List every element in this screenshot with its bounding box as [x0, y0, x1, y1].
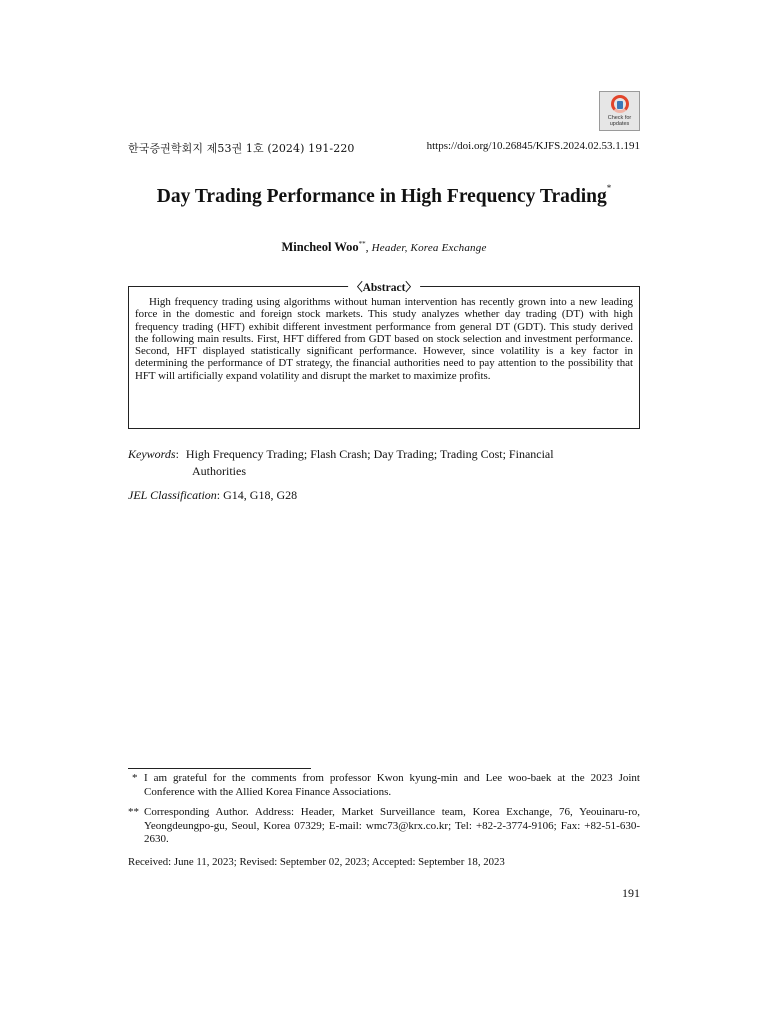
jel-separator: : — [216, 488, 221, 502]
footnote-text: I am grateful for the comments from professor Kwon kyung-min and Lee woo-baek at the 2023 Joint Conference with the Allied Korea Finance Associations. — [144, 772, 640, 798]
footnote-mark: ** — [128, 806, 139, 818]
abstract-heading: 〈Abstract〉 — [348, 279, 420, 295]
abstract-box — [128, 282, 640, 429]
title-footnote-mark: * — [606, 182, 612, 193]
crossmark-icon — [611, 95, 629, 113]
jel-classification — [128, 488, 297, 503]
keywords-text: High Frequency Trading; Flash Crash; Day Trading; Trading Cost; Financial — [185, 447, 554, 461]
received-dates: Received: June 11, 2023; Revised: September 02, 2023; Accepted: September 18, 2023 — [128, 856, 505, 868]
footnote-text: Corresponding Author. Address: Header, Market Surveillance team, Korea Exchange, 76, Yeouinaru-ro, Yeongdeungpo-gu, Seoul, Korea 07329; E-mail: wmc73@krx.co.kr; Tel: +82-2-3774-9106; Fax: +82-51-630-2630. — [144, 806, 640, 845]
keywords-text-continued: Authorities — [192, 464, 246, 478]
footnote-acknowledgement — [128, 772, 640, 799]
jel-codes: G14, G18, G28 — [223, 488, 298, 502]
keywords-label: Keywords: — [128, 447, 179, 461]
author-name: Mincheol Woo — [281, 240, 359, 254]
check-for-updates-badge[interactable] — [599, 91, 640, 131]
footnote-mark: * — [132, 772, 138, 784]
paper-title — [0, 182, 768, 208]
author-line — [0, 240, 768, 255]
page-number: 191 — [622, 886, 640, 900]
jel-label: JEL Classification — [128, 488, 217, 502]
journal-citation: 한국증권학회지 제53권 1호 (2024) 191-220 — [128, 142, 355, 155]
footnote-rule — [128, 768, 311, 769]
author-affiliation: Header, Korea Exchange — [371, 242, 487, 254]
keywords — [128, 446, 640, 480]
badge-label: Check for updates — [607, 115, 632, 127]
paper-title-text: Day Trading Performance in High Frequency Trading — [156, 186, 607, 207]
author-separator: , — [365, 240, 369, 254]
doi-link[interactable]: https://doi.org/10.26845/KJFS.2024.02.53.1.191 — [426, 140, 640, 152]
footnote-corresponding-author — [128, 806, 640, 847]
author-footnote-mark: ** — [358, 240, 366, 248]
abstract-text: High frequency trading using algorithms without human intervention has recently grown into a new leading force in the domestic and foreign stock markets. This study analyzes whether day trading (DT) with high frequency trading (HFT) exhibit different investment performance from general DT (GDT). This study derived the following main results. First, HFT differed from GDT based on stock selection and investment performance. Second, HFT displayed statistically significant performance. However, since volatility is a key factor in determining the performance of DT strategy, the financial authorities need to pay attention to the possibility that HFT will artificially expand volatility and disrupt the market to maximize profits. — [135, 296, 633, 382]
